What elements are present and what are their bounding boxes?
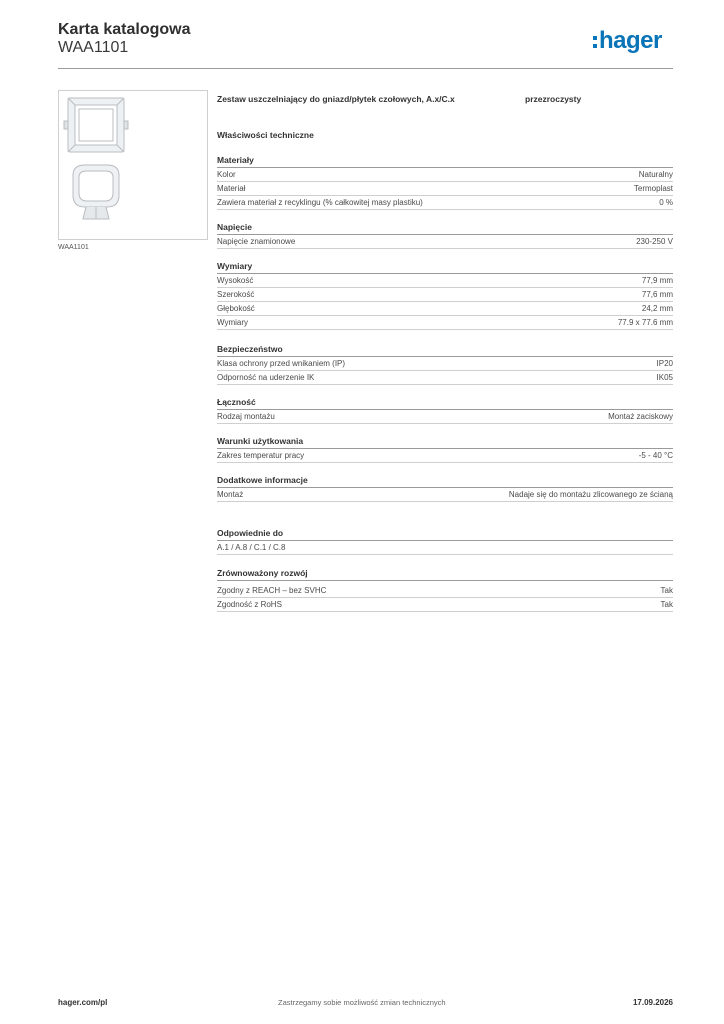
section-title: Łączność: [217, 396, 673, 410]
spec-row: [217, 541, 673, 555]
spec-row: [217, 410, 673, 424]
spec-value: Tak: [660, 600, 673, 609]
spec-value: 0 %: [659, 198, 673, 207]
spec-row: [217, 598, 673, 612]
spec-label: Zawiera materiał z recyklingu (% całkowitej masy plastiku): [217, 198, 423, 207]
section-title: Zrównoważony rozwój: [217, 567, 673, 581]
spec-value: 230-250 V: [636, 237, 673, 246]
footer-disclaimer: Zastrzegamy sobie możliwość zmian technicznych: [278, 998, 446, 1007]
section-operating-conditions: [217, 435, 673, 463]
spec-label: Montaż: [217, 490, 244, 499]
tech-heading: Właściwości techniczne: [217, 130, 314, 140]
section-title: Wymiary: [217, 260, 673, 274]
footer-date: 17.09.2026: [632, 998, 673, 1007]
product-line: [217, 94, 673, 106]
sealing-kit-illustration-icon: [59, 91, 207, 239]
spec-value: 77.9 x 77.6 mm: [617, 318, 673, 327]
spec-row: [217, 274, 673, 288]
logo-text: hager: [599, 27, 662, 54]
spec-label: Zgodność z RoHS: [217, 600, 282, 609]
spec-value: Termoplast: [633, 184, 673, 193]
section-title: Bezpieczeństwo: [217, 343, 673, 357]
spec-value: Montaż zaciskowy: [608, 412, 673, 421]
spec-row: [217, 288, 673, 302]
product-variant: przezroczysty: [525, 94, 582, 104]
spec-content: [217, 94, 673, 609]
product-image: [58, 90, 208, 240]
spec-row: [217, 182, 673, 196]
spec-label: A.1 / A.8 / C.1 / C.8: [217, 543, 286, 552]
section-connectivity: [217, 396, 673, 424]
image-caption: WAA1101: [58, 244, 89, 251]
section-title: Dodatkowe informacje: [217, 474, 673, 488]
spec-label: Zakres temperatur pracy: [217, 451, 305, 460]
spec-label: Wysokość: [217, 276, 254, 285]
section-safety: [217, 343, 673, 385]
section-compatible-with: [217, 527, 673, 555]
page-title: Karta katalogowa: [58, 21, 191, 38]
spec-label: Wymiary: [217, 318, 249, 327]
section-voltage: [217, 221, 673, 249]
spec-value: 24,2 mm: [641, 304, 673, 313]
spec-row: [217, 302, 673, 316]
spec-value: Nadaje się do montażu zlicowanego ze ścianą: [508, 490, 673, 499]
product-description: Zestaw uszczelniający do gniazd/płytek czołowych, A.x/C.x: [217, 94, 455, 104]
spec-label: Zgodny z REACH – bez SVHC: [217, 586, 327, 595]
spec-value: IK05: [656, 373, 673, 382]
spec-row: [217, 584, 673, 598]
section-title: Odpowiednie do: [217, 527, 673, 541]
section-sustainability: [217, 567, 673, 612]
header-divider: [58, 68, 673, 69]
spec-row: [217, 449, 673, 463]
footer-website-link[interactable]: hager.com/pl: [58, 998, 108, 1007]
section-dimensions: [217, 260, 673, 330]
product-code: WAA1101: [58, 39, 129, 56]
spec-value: -5 - 40 °C: [638, 451, 673, 460]
section-additional-info: [217, 474, 673, 502]
spec-label: Odporność na uderzenie IK: [217, 373, 315, 382]
spec-row: [217, 235, 673, 249]
spec-row: [217, 316, 673, 330]
section-title: Materiały: [217, 154, 673, 168]
section-title: Warunki użytkowania: [217, 435, 673, 449]
spec-value: 77,6 mm: [641, 290, 673, 299]
section-materials: [217, 154, 673, 210]
spec-row: [217, 371, 673, 385]
spec-label: Szerokość: [217, 290, 255, 299]
spec-value: IP20: [656, 359, 673, 368]
spec-row: [217, 196, 673, 210]
spec-label: Rodzaj montażu: [217, 412, 275, 421]
spec-label: Napięcie znamionowe: [217, 237, 296, 246]
section-title: Napięcie: [217, 221, 673, 235]
spec-value: 77,9 mm: [641, 276, 673, 285]
spec-row: [217, 168, 673, 182]
logo-dots-icon: [593, 36, 598, 52]
spec-label: Kolor: [217, 170, 236, 179]
spec-row: [217, 357, 673, 371]
spec-label: Materiał: [217, 184, 246, 193]
spec-row: [217, 488, 673, 502]
spec-value: Naturalny: [638, 170, 673, 179]
spec-label: Klasa ochrony przed wnikaniem (IP): [217, 359, 346, 368]
spec-value: Tak: [660, 586, 673, 595]
spec-label: Głębokość: [217, 304, 255, 313]
